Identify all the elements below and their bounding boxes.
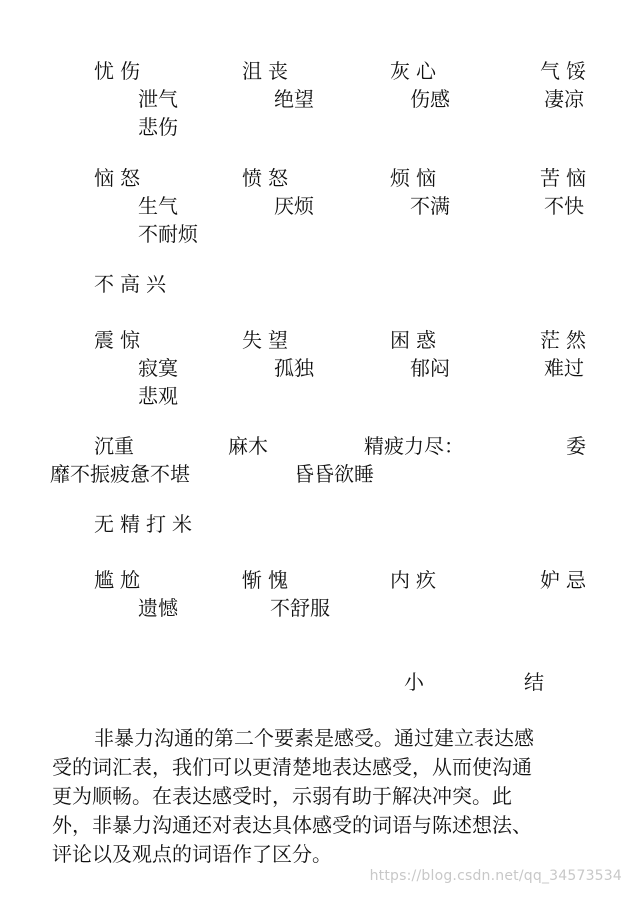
feeling-word: 困惑 [390, 328, 442, 352]
feeling-word: 昏昏欲睡 [294, 462, 374, 486]
feeling-word: 凄凉 [544, 87, 584, 111]
feeling-word: 惭愧 [242, 568, 294, 592]
paragraph-line: 非暴力沟通的第二个要素是感受。通过建立表达感 [94, 726, 534, 750]
paragraph-line: 评论以及观点的词语作了区分。 [52, 842, 332, 866]
feeling-word: 难过 [544, 356, 584, 380]
feeling-word: 孤独 [274, 356, 314, 380]
feeling-word: 精疲力尽： [364, 434, 464, 458]
feeling-word: 沉重 [94, 434, 134, 458]
paragraph-line: 外，非暴力沟通还对表达具体感受的词语与陈述想法、 [52, 813, 532, 837]
feeling-word: 不快 [544, 194, 584, 218]
feeling-word: 不耐烦 [138, 222, 198, 246]
feeling-word: 无精打米 [94, 512, 198, 536]
feeling-word: 失望 [242, 328, 294, 352]
feeling-word: 忧伤 [94, 59, 146, 83]
section-heading-part: 结 [524, 670, 544, 694]
feeling-word: 内疚 [390, 568, 442, 592]
feeling-word: 尴尬 [94, 568, 146, 592]
feeling-word: 震惊 [94, 328, 146, 352]
paragraph-line: 更为顺畅。在表达感受时，示弱有助于解决冲突。此 [52, 784, 512, 808]
feeling-word: 厌烦 [274, 194, 314, 218]
feeling-word: 遗憾 [138, 596, 178, 620]
feeling-word: 不舒服 [270, 596, 330, 620]
feeling-word: 靡不振疲惫不堪 [50, 462, 190, 486]
summary-paragraph [52, 724, 590, 869]
feeling-word: 伤感 [410, 87, 450, 111]
feeling-word: 悲观 [138, 384, 178, 408]
feeling-word: 烦恼 [390, 166, 442, 190]
feeling-word: 妒忌 [540, 568, 592, 592]
feeling-word: 沮丧 [242, 59, 294, 83]
feeling-word: 恼怒 [94, 166, 146, 190]
feeling-word: 麻木 [228, 434, 268, 458]
watermark: https://blog.csdn.net/qq_34573534 [369, 868, 622, 884]
feeling-word: 泄气 [138, 87, 178, 111]
feeling-word: 茫然 [540, 328, 592, 352]
feeling-word: 气馁 [540, 59, 592, 83]
section-heading-part: 小 [404, 670, 424, 694]
feeling-word: 寂寞 [138, 356, 178, 380]
paragraph-line: 受的词汇表，我们可以更清楚地表达感受，从而使沟通 [52, 755, 532, 779]
feeling-word: 不高兴 [94, 272, 172, 296]
feeling-word: 郁闷 [410, 356, 450, 380]
feeling-word: 委 [566, 434, 586, 458]
feeling-word: 苦恼 [540, 166, 592, 190]
feeling-word: 愤怒 [242, 166, 294, 190]
feeling-word: 灰心 [390, 59, 442, 83]
feeling-word: 生气 [138, 194, 178, 218]
feeling-word: 悲伤 [138, 115, 178, 139]
feeling-word: 不满 [410, 194, 450, 218]
feeling-word: 绝望 [274, 87, 314, 111]
